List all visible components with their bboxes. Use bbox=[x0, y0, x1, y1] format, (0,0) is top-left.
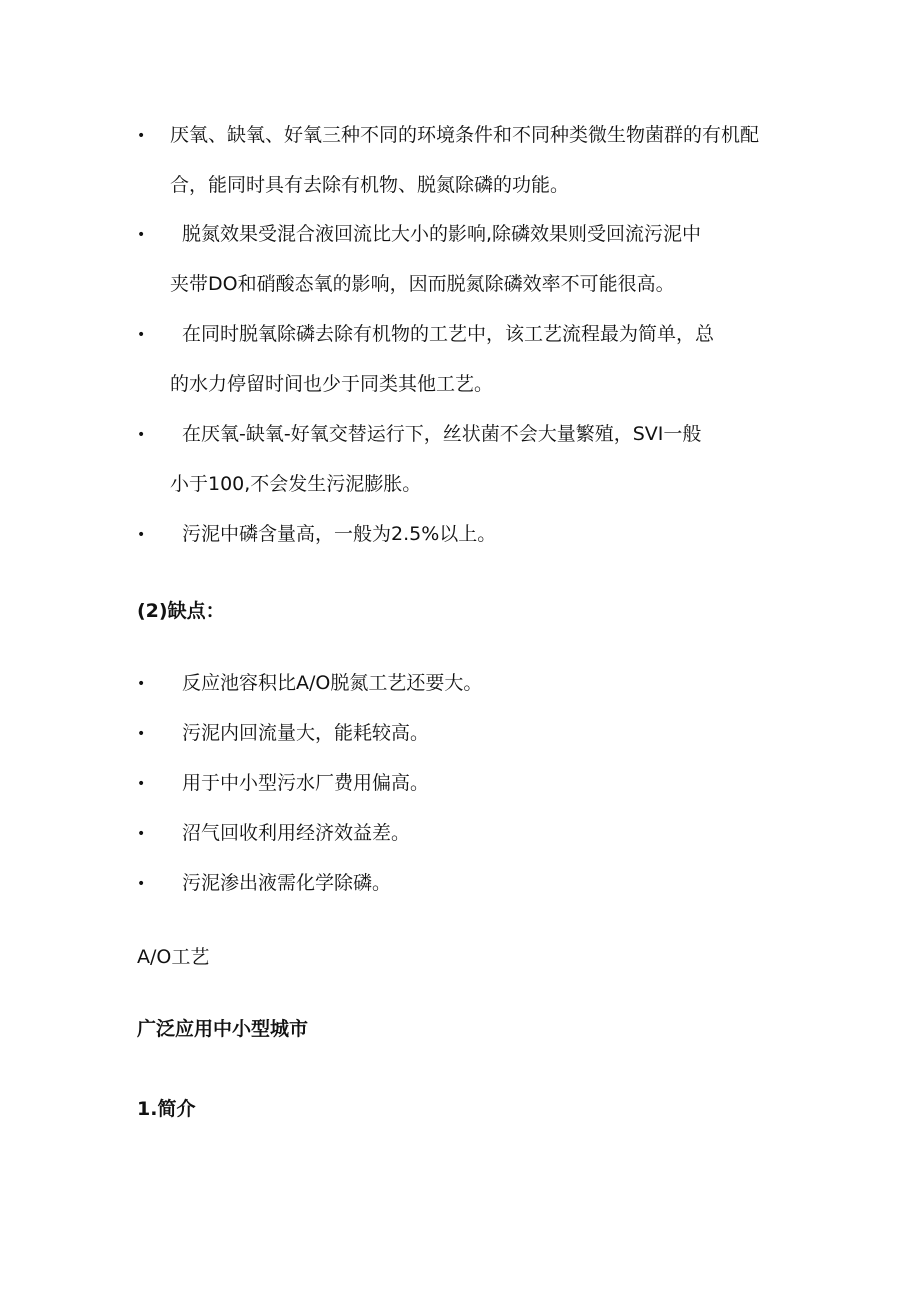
item-line: 脱氮效果受混合液回流比大小的影响,除磷效果则受回流污泥中 bbox=[182, 223, 702, 245]
item-line: 污泥渗出液需化学除磷。 bbox=[182, 872, 392, 894]
bullet: • bbox=[137, 227, 146, 243]
item-line: 反应池容积比A/O脱氮工艺还要大。 bbox=[182, 672, 483, 694]
item-line: 用于中小型污水厂费用偏高。 bbox=[182, 772, 430, 794]
item-line: 沼气回收利用经济效益差。 bbox=[182, 822, 411, 844]
item-line: 在厌氧-缺氧-好氧交替运行下，丝状菌不会大量繁殖，SVI一般 bbox=[182, 423, 702, 445]
item-line: 在同时脱氧除磷去除有机物的工艺中，该工艺流程最为简单，总 bbox=[182, 323, 715, 345]
item-line: 污泥内回流量大，能耗较高。 bbox=[182, 722, 430, 744]
intro-heading: 1.简介 bbox=[137, 1098, 196, 1120]
section-title: A/O工艺 bbox=[137, 946, 210, 968]
bullet: • bbox=[137, 128, 146, 144]
bullet: • bbox=[137, 876, 146, 892]
item-line: 夹带DO和硝酸态氧的影响，因而脱氮除磷效率不可能很高。 bbox=[170, 273, 675, 295]
section-subtitle: 广泛应用中小型城市 bbox=[137, 1018, 309, 1040]
disadvantages-heading: (2)缺点： bbox=[137, 600, 225, 622]
bullet: • bbox=[137, 527, 146, 543]
item-line: 小于100,不会发生污泥膨胀。 bbox=[170, 473, 422, 495]
bullet: • bbox=[137, 826, 146, 842]
bullet: • bbox=[137, 776, 146, 792]
item-line: 合，能同时具有去除有机物、脱氮除磷的功能。 bbox=[170, 174, 570, 196]
bullet: • bbox=[137, 676, 146, 692]
item-line: 的水力停留时间也少于同类其他工艺。 bbox=[170, 373, 494, 395]
bullet: • bbox=[137, 726, 146, 742]
bullet: • bbox=[137, 427, 146, 443]
item-line: 污泥中磷含量高，一般为2.5%以上。 bbox=[182, 523, 497, 545]
bullet: • bbox=[137, 327, 146, 343]
item-line: 厌氧、缺氧、好氧三种不同的环境条件和不同种类微生物菌群的有机配 bbox=[170, 124, 760, 146]
